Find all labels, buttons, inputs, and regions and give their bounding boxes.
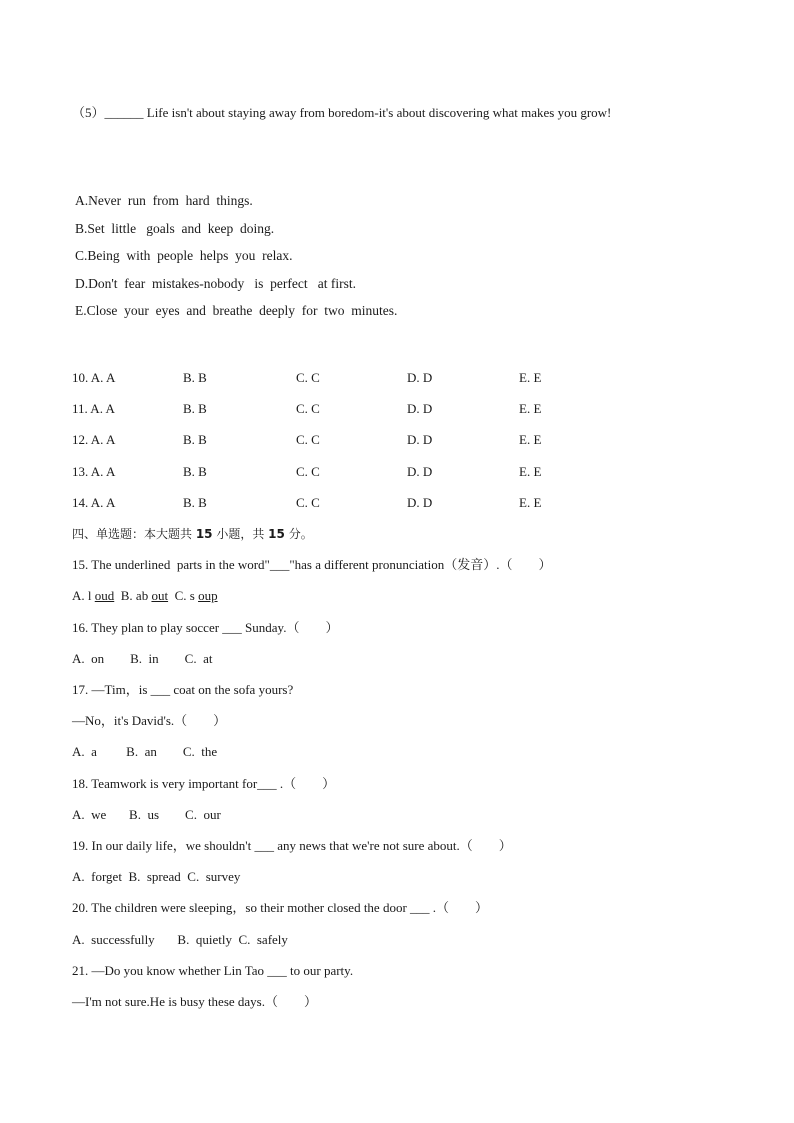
answer-row-num: 11. A. A [72, 401, 115, 416]
answer-choice-b: B. B [183, 370, 207, 385]
question-21-stem: 21. —Do you know whether Lin Tao ___ to our party. [72, 963, 354, 978]
passage-item-5: （5）______ Life isn't about staying away from boredom-it's about discovering what makes you grow! [72, 105, 612, 120]
section-heading-prefix: 四、单选题：本大题共 [72, 527, 196, 541]
question-21-reply: —I'm not sure.He is busy these days.（ ） [72, 994, 317, 1009]
question-count: 15 [195, 527, 213, 541]
answer-choice-e: E. E [519, 432, 542, 447]
answer-choice-d: D. D [407, 401, 433, 416]
question-20-stem: 20. The children were sleeping，so their mother closed the door ___ .（ ） [72, 900, 489, 915]
answer-choice-c: C. C [296, 370, 320, 385]
section-heading [72, 526, 313, 542]
answer-choice-c: C. C [296, 495, 320, 510]
question-19-stem: 19. In our daily life，we shouldn't ___ any news that we're not sure about.（ ） [72, 838, 512, 853]
section-heading-mid: 小题，共 [212, 527, 269, 541]
question-19-options: A. forget B. spread C. survey [72, 869, 241, 884]
question-16-options: A. on B. in C. at [72, 651, 213, 666]
answer-choice-d: D. D [407, 495, 433, 510]
q15-option-a-underlined: oud [94, 588, 115, 603]
question-17-stem: 17. —Tim，is ___ coat on the sofa yours? [72, 682, 294, 697]
answer-choice-b: B. B [183, 432, 207, 447]
answer-row-num: 12. A. A [72, 432, 116, 447]
answer-row-num: 14. A. A [72, 495, 116, 510]
option-e: E.Close your eyes and breathe deeply for two minutes. [75, 303, 398, 318]
answer-row-num: 13. A. A [72, 464, 116, 479]
question-17-options: A. a B. an C. the [72, 744, 218, 759]
q15-option-b-underlined: out [151, 588, 169, 603]
answer-choice-b: B. B [183, 464, 207, 479]
question-20-options: A. successfully B. quietly C. safely [72, 932, 288, 947]
answer-choice-b: B. B [183, 495, 207, 510]
question-18-stem: 18. Teamwork is very important for___ .（ ） [72, 776, 336, 791]
answer-choice-d: D. D [407, 464, 433, 479]
total-points: 15 [268, 527, 285, 541]
question-15-options [72, 588, 218, 604]
option-b: B.Set little goals and keep doing. [75, 221, 275, 236]
section-heading-suffix: 分。 [284, 527, 313, 541]
answer-choice-c: C. C [296, 401, 320, 416]
question-18-options: A. we B. us C. our [72, 807, 221, 822]
q15-option-c-underlined: oup [198, 588, 218, 603]
question-17-reply: —No，it's David's.（ ） [72, 713, 227, 728]
option-a: A.Never run from hard things. [75, 193, 253, 208]
question-16-stem: 16. They plan to play soccer ___ Sunday.（ ） [72, 620, 339, 635]
answer-choice-c: C. C [296, 432, 320, 447]
q15-option-b-prefix: B. ab [114, 588, 152, 603]
answer-choice-b: B. B [183, 401, 207, 416]
answer-choice-e: E. E [519, 401, 542, 416]
q15-option-c-prefix: C. s [168, 588, 199, 603]
answer-choice-d: D. D [407, 370, 433, 385]
question-15-stem: 15. The underlined parts in the word"___"has a different pronunciation（发音）.（ ） [72, 557, 552, 572]
answer-choice-e: E. E [519, 464, 542, 479]
answer-choice-c: C. C [296, 464, 320, 479]
answer-choice-e: E. E [519, 370, 542, 385]
answer-choice-d: D. D [407, 432, 433, 447]
option-d: D.Don't fear mistakes-nobody is perfect at first. [75, 276, 356, 291]
q15-option-a-prefix: A. l [72, 588, 95, 603]
answer-choice-e: E. E [519, 495, 542, 510]
answer-row-num: 10. A. A [72, 370, 116, 385]
option-c: C.Being with people helps you relax. [75, 248, 293, 263]
